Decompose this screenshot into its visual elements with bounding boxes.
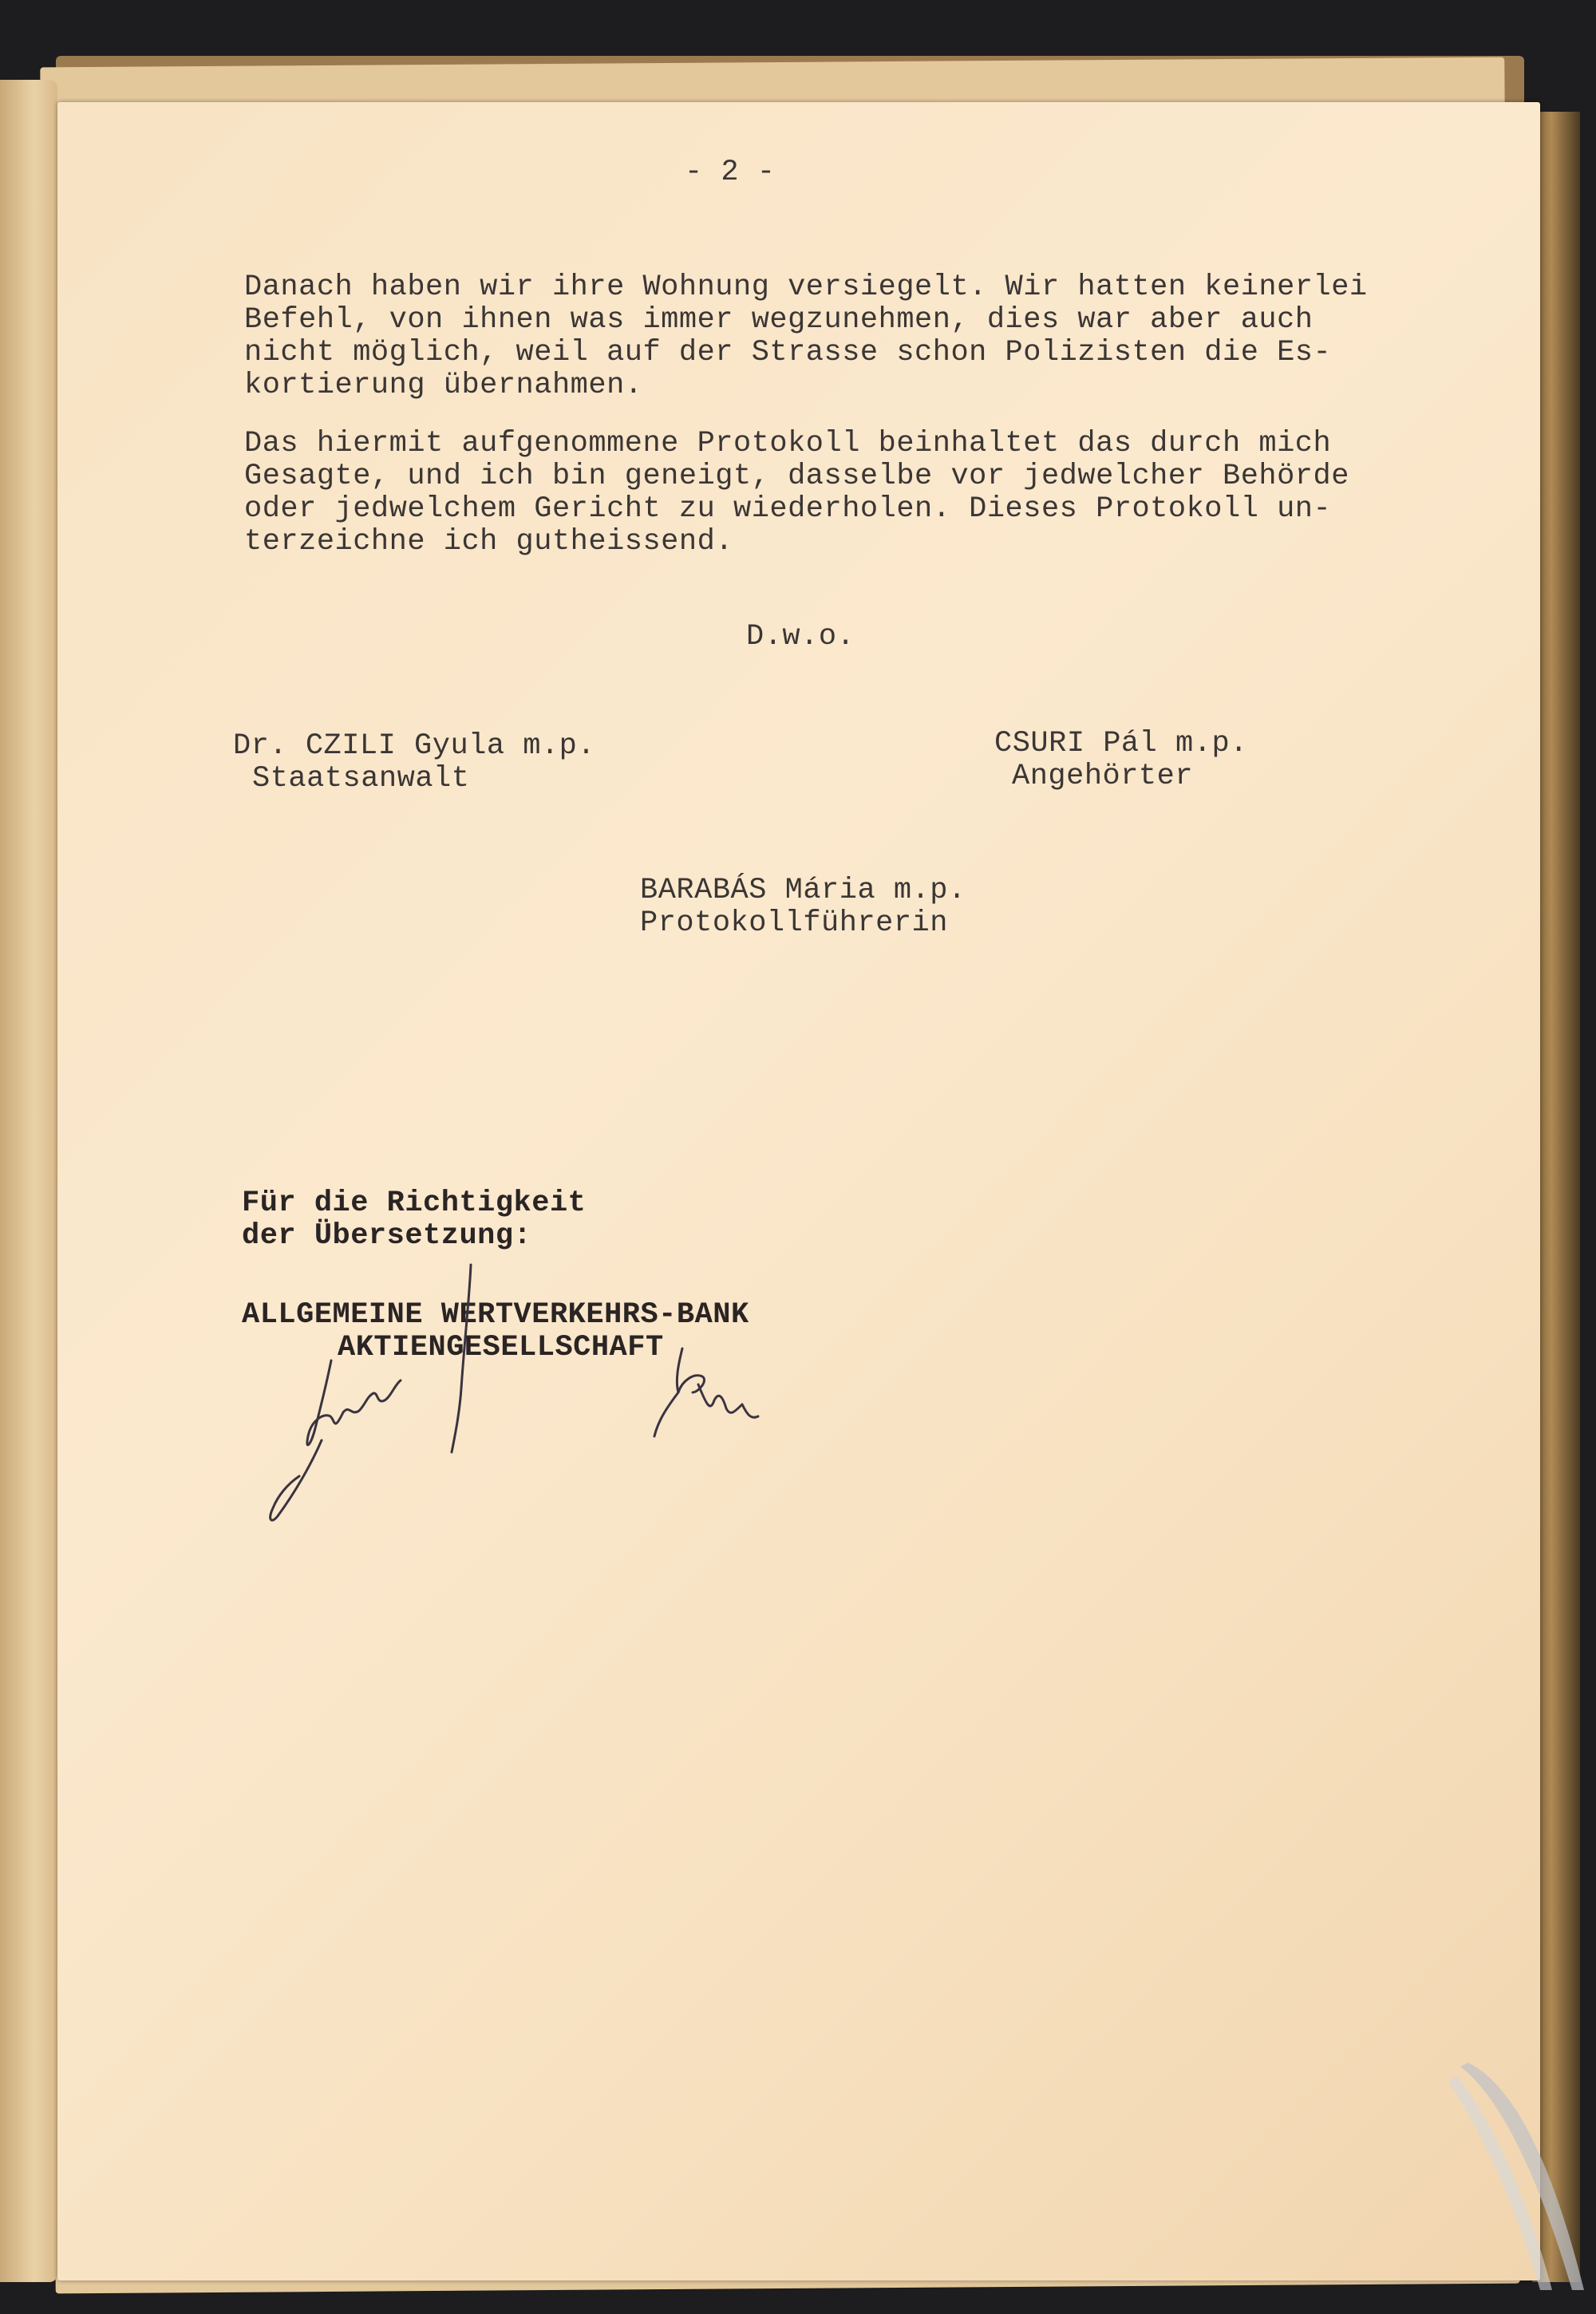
signatory-role: Protokollführerin [640, 906, 948, 940]
translation-certification [242, 1187, 586, 1253]
bank-stamp-line: AKTIENGESELLSCHAFT [338, 1331, 664, 1364]
signatory-witness [994, 728, 1248, 793]
bank-stamp-line: ALLGEMEINE WERTVERKEHRS-BANK [242, 1298, 749, 1332]
handwritten-signatures [231, 1253, 806, 1540]
paragraph-2-line: terzeichne ich gutheissend. [244, 525, 733, 559]
paragraph-2-line: Gesagte, und ich bin geneigt, dasselbe vor jedwelcher Behörde [244, 460, 1349, 493]
signatory-prosecutor [233, 730, 595, 796]
closing-abbreviation: D.w.o. [746, 620, 855, 654]
page-number: - 2 - [685, 156, 776, 189]
paragraph-1-line: kortierung übernahmen. [244, 369, 643, 402]
paragraph-2-line: oder jedwelchem Gericht zu wiederholen. Dieses Protokoll un- [244, 492, 1332, 526]
signatory-name: Dr. CZILI Gyula m.p. [233, 729, 596, 763]
tweezer-tool [1444, 2059, 1588, 2298]
paragraph-2-line: Das hiermit aufgenommene Protokoll beinhaltet das durch mich [244, 427, 1332, 460]
certification-line: der Übersetzung: [242, 1219, 532, 1253]
certification-line: Für die Richtigkeit [242, 1187, 587, 1220]
signatory-role: Staatsanwalt [252, 762, 470, 796]
left-facing-page-edge [0, 80, 57, 2282]
signatory-clerk [640, 875, 966, 940]
signatory-name: CSURI Pál m.p. [994, 727, 1248, 760]
paragraph-2 [244, 428, 1349, 559]
paragraph-1-line: Danach haben wir ihre Wohnung versiegelt. Wir hatten keinerlei [244, 270, 1368, 304]
paragraph-1 [244, 271, 1368, 402]
paragraph-1-line: nicht möglich, weil auf der Strasse schon Polizisten die Es- [244, 336, 1332, 369]
paragraph-1-line: Befehl, von ihnen was immer wegzunehmen, dies war aber auch [244, 303, 1314, 337]
signatory-role: Angehörter [1012, 760, 1194, 793]
signatory-name: BARABÁS Mária m.p. [640, 874, 966, 907]
